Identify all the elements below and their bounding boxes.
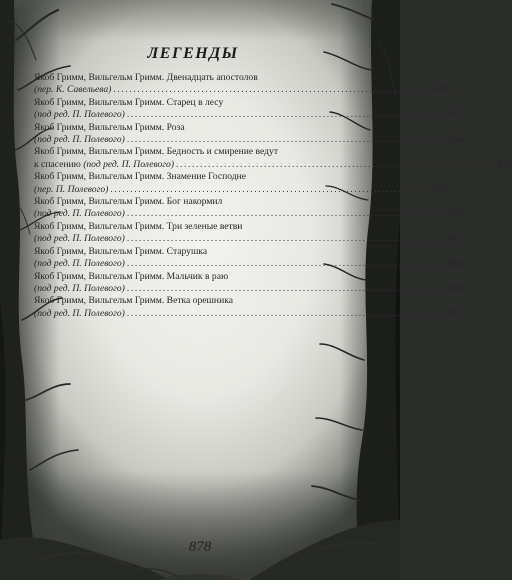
toc-entry <box>34 295 464 320</box>
toc-list <box>34 72 512 320</box>
toc-entry-credit: (под ред. П. Полевого) <box>34 134 125 146</box>
dot-leader: ................................................................................ <box>110 183 431 195</box>
section-title: ЛЕГЕНДЫ <box>147 45 239 62</box>
toc-entry <box>34 220 464 246</box>
toc-entry-title-line: Якоб Гримм, Вильгельм Гримм. Бедность и смирение ведут <box>34 146 279 158</box>
toc-entry-title: Якоб Гримм, Вильгельм Гримм. Бог накормил <box>34 196 223 208</box>
toc-entry-credit: (под ред. П. Полевого) <box>34 282 125 294</box>
toc-entry-page: 853 <box>448 109 464 121</box>
toc-entry-credit: (под ред. П. Полевого) <box>34 109 125 121</box>
toc-entry-title <box>34 158 512 171</box>
toc-entry-credit-line <box>34 208 464 220</box>
dot-leader: ................................................................................ <box>126 109 447 121</box>
dot-leader: ................................................................................ <box>126 307 447 319</box>
toc-entry-page: 865 <box>448 282 464 294</box>
toc-entry-credit: (под ред. П. Полевого) <box>34 233 125 245</box>
toc-entry-credit-line <box>34 282 464 295</box>
toc-entry <box>34 146 512 171</box>
toc-entry-page: 857 <box>497 158 512 170</box>
toc-entry-credit-line <box>34 258 464 270</box>
dot-leader: ................................................................................ <box>126 208 447 220</box>
toc-entry-title: Якоб Гримм, Вильгельм Гримм. Роза <box>34 121 185 133</box>
toc-entry-credit-line <box>34 109 464 121</box>
toc-entry-page: 867 <box>448 307 464 319</box>
toc-entry-page: 856 <box>448 134 464 146</box>
toc-entry-title: Якоб Гримм, Вильгельм Гримм. Три зеленые ветви <box>34 220 243 232</box>
dot-leader: ................................................................................ <box>113 84 434 96</box>
toc-entry <box>34 196 464 221</box>
toc-entry <box>34 270 464 296</box>
toc-entry-title: Якоб Гримм, Вильгельм Гримм. Двенадцать апостолов <box>34 72 258 83</box>
dot-leader: ................................................................................ <box>126 282 447 294</box>
toc-entry-credit-line <box>34 307 464 320</box>
toc-entry-page: 859 <box>432 183 447 195</box>
toc-entry-credit-line <box>34 183 447 196</box>
toc-entry <box>34 96 464 122</box>
toc-entry-page: 860 <box>448 208 464 220</box>
dot-leader: ................................................................................ <box>126 233 447 245</box>
toc-entry <box>34 245 464 271</box>
toc-content <box>34 0 512 580</box>
toc-entry-page: 851 <box>435 84 450 96</box>
toc-entry-title-text: к спасению <box>34 158 81 170</box>
toc-entry-title: Якоб Гримм, Вильгельм Гримм. Старушка <box>34 245 208 257</box>
toc-entry-credit-line <box>34 84 450 96</box>
toc-entry-title: Якоб Гримм, Вильгельм Гримм. Знамение Господне <box>34 171 247 183</box>
toc-entry-credit: (пер. П. Полевого) <box>34 183 109 195</box>
page-number: 878 <box>188 539 212 555</box>
toc-entry-credit-line <box>34 233 464 245</box>
toc-entry-title: Якоб Гримм, Вильгельм Гримм. Старец в лесу <box>34 96 224 108</box>
toc-entry-title: Якоб Гримм, Вильгельм Гримм. Мальчик в раю <box>34 270 229 282</box>
toc-entry <box>34 171 447 196</box>
toc-entry <box>34 121 464 147</box>
toc-entry-page: 861 <box>448 233 464 245</box>
toc-entry-credit: (пер. К. Савельева) <box>34 84 112 96</box>
toc-entry-title-end <box>34 159 174 171</box>
toc-entry-title: Якоб Гримм, Вильгельм Гримм. Ветка орешника <box>34 295 233 307</box>
toc-entry-credit-line <box>34 134 464 146</box>
toc-entry-credit: (под ред. П. Полевого) <box>34 208 125 220</box>
toc-entry-credit: (под ред. П. Полевого) <box>83 158 175 170</box>
toc-entry <box>34 72 450 97</box>
dot-leader: ................................................................................ <box>176 158 496 170</box>
dot-leader: ................................................................................ <box>126 258 447 270</box>
toc-entry-page: 864 <box>448 258 464 270</box>
dot-leader: ................................................................................ <box>126 134 447 146</box>
toc-entry-credit: (под ред. П. Полевого) <box>34 258 125 270</box>
toc-entry-credit: (под ред. П. Полевого) <box>34 307 125 319</box>
